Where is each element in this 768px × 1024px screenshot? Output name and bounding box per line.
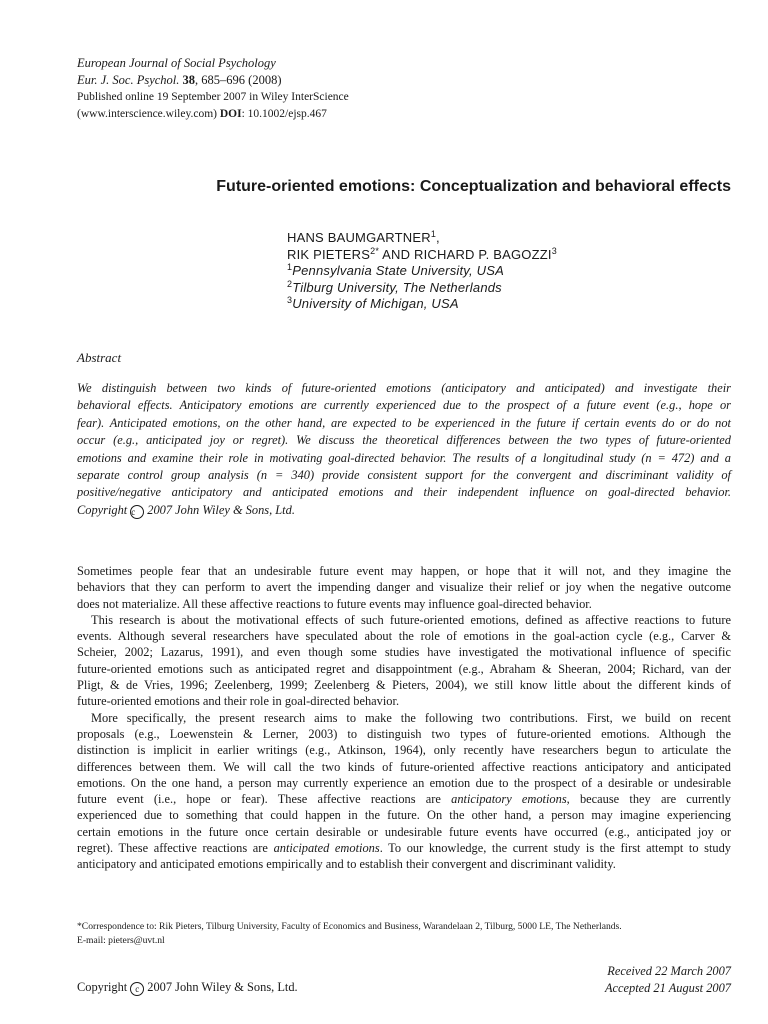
affiliation-marker: 2* [370, 245, 380, 256]
accepted-date: Accepted 21 August 2007 [604, 981, 731, 995]
journal-name: European Journal of Social Psychology [77, 56, 276, 70]
abstract-body [77, 380, 731, 519]
copyright-icon: c [130, 982, 144, 996]
body-line: emotions. On the one hand, a person may currently experience an emotion due to the prospect of a desirable or undesirable [77, 775, 731, 790]
body-line: future-oriented emotions such as anticipated regret and disappointment (e.g., Abraham & Sheeran, 2004; Richard, van der [77, 661, 731, 676]
body-line [77, 791, 731, 807]
author-separator: , [436, 230, 440, 245]
body-line: does not materialize. All these affective reactions to future events may influence goal-directed behavior. [77, 596, 592, 611]
affiliation [287, 280, 557, 297]
journal-citation [77, 72, 477, 89]
copyright-icon: c [130, 505, 144, 519]
footnote-line: *Correspondence to: Rik Pieters, Tilburg University, Faculty of Economics and Business, Warandelaan 2, Tilburg, 5000 LE, The Netherlands. [77, 921, 622, 932]
body-text [77, 563, 731, 873]
affiliation-marker: 3 [551, 245, 557, 256]
body-emphasis: anticipatory emotions [451, 792, 567, 807]
affiliation-name: Pennsylvania State University, USA [292, 263, 504, 278]
affiliation [287, 296, 557, 313]
published-online: Published online 19 September 2007 in Wiley InterScience [77, 91, 349, 103]
affiliation-name: Tilburg University, The Netherlands [292, 279, 502, 295]
affiliation-number: 2 [287, 278, 293, 289]
author-name: HANS BAUMGARTNER [287, 230, 431, 245]
received-date: Received 22 March 2007 [607, 964, 731, 978]
author-block [287, 230, 557, 313]
website-link[interactable]: (www.interscience.wiley.com) [77, 108, 217, 120]
doi-value[interactable]: : 10.1002/ejsp.467 [241, 108, 327, 120]
body-line: More specifically, the present research aims to make the following two contributions. First, we build on recent [91, 710, 731, 725]
body-line: Sometimes people fear that an undesirable future event may happen, or hope that it will not, and they imagine the [77, 564, 731, 578]
doi-label: DOI [219, 108, 242, 120]
body-line [77, 840, 731, 856]
body-line: differences between them. We will call the two kinds of future-oriented affective reactions anticipatory and anticipated [77, 759, 731, 774]
copyright-prefix: Copyright [77, 980, 128, 994]
body-line: This research is about the motivational effects of such future-oriented emotions, defined as affective reactions to future [91, 612, 731, 627]
abstract-line: emotions and examine their role in motivating goal-directed behavior. The results of a longitudinal study (n = 472) and a [77, 450, 731, 465]
doi-line [77, 106, 477, 123]
affiliation [287, 263, 557, 280]
affiliation-marker: 1 [430, 229, 437, 239]
body-line: behaviors that they can perform to avert the impending danger and visualize their relief or joy when the negative outcome [77, 580, 731, 595]
author-name: RICHARD P. BAGOZZI [414, 246, 552, 262]
body-line: distinction is implicit in earlier writings (e.g., Atkinson, 1964), only recently have researchers begun to articulate the [77, 743, 731, 758]
pages-year: , 685–696 (2008) [195, 73, 282, 87]
correspondence-footnote [77, 920, 731, 947]
body-line: certain emotions in the future once certain desirable or undesirable future events have occurred (e.g., anticipated joy or [77, 824, 731, 839]
citation-abbrev: Eur. J. Soc. Psychol. [77, 73, 180, 87]
article-title: Future-oriented emotions: Conceptualization and behavioral effects [216, 178, 731, 195]
body-line: events. Although several researchers have speculated about the role of emotions in the goal-action cycle (e.g., Carver & [77, 629, 731, 644]
author-line-2 [287, 247, 557, 264]
body-line: experienced due to something that could happen in the future. On the other hand, a person may imagine experiencing [77, 808, 731, 823]
body-emphasis: anticipated emotions [273, 841, 380, 856]
body-text-run: , because they are currently [566, 792, 732, 807]
body-text-run: regret). These affective reactions are [77, 841, 274, 856]
copyright-prefix: Copyright [77, 502, 128, 517]
footnote-email[interactable]: E-mail: pieters@uvt.nl [77, 934, 165, 946]
abstract-line: positive/negative anticipatory and anticipated emotions and their independent influence on goal-directed behavior. [77, 485, 731, 500]
abstract-copyright [77, 502, 731, 519]
body-line: Pligt, & de Vries, 1996; Zeelenberg, 1999; Zeelenberg & Pieters, 2004), we still know little about the different kinds of [77, 678, 731, 693]
copyright-suffix: 2007 John Wiley & Sons, Ltd. [147, 980, 298, 994]
body-text-run: . To our knowledge, the current study is the first attempt to study [379, 841, 732, 856]
body-line: proposals (e.g., Loewenstein & Lerner, 2003) to distinguish two types of future-oriented emotions. Although the [77, 726, 731, 741]
body-text-run: future event (i.e., hope or fear). These affective reactions are [77, 792, 452, 807]
journal-header [77, 55, 477, 123]
affiliation-number: 1 [287, 262, 293, 272]
abstract-line: behavioral effects. Anticipatory emotions are currently experienced due to the prospect of a future event (e.g., hope or [77, 398, 731, 413]
body-line: Scheier, 2002; Lazarus, 1991), and even though some studies have investigated the motivational influence of specific [77, 645, 731, 660]
abstract-line: fear). Anticipated emotions, on the other hand, are expected to be experienced in the future if certain events do or do not [77, 415, 731, 430]
abstract-line: occur (e.g., anticipated joy or regret). We discuss the theoretical differences between the two types of future-oriented [77, 433, 731, 448]
volume-number: 38 [182, 73, 196, 87]
author-name: RIK PIETERS [287, 246, 371, 262]
footer-copyright [77, 980, 298, 996]
author-conjunction: AND [379, 246, 414, 262]
author-line-1 [287, 230, 557, 247]
footer-dates [605, 963, 731, 997]
copyright-suffix: 2007 John Wiley & Sons, Ltd. [147, 502, 295, 517]
affiliation-number: 3 [287, 295, 293, 305]
abstract-heading: Abstract [77, 350, 122, 365]
body-line: future-oriented emotions and their role in goal-directed behavior. [77, 694, 400, 709]
affiliation-name: University of Michigan, USA [292, 296, 459, 311]
body-line: anticipatory and anticipated emotions empirically and to establish their convergent and discriminant validity. [77, 857, 616, 872]
abstract-line: We distinguish between two kinds of future-oriented emotions (anticipatory and anticipated) and investigate their [77, 381, 731, 395]
abstract-line: separate control group analysis (n = 340) provide consistent support for the convergent and discriminant validity of [77, 467, 731, 482]
